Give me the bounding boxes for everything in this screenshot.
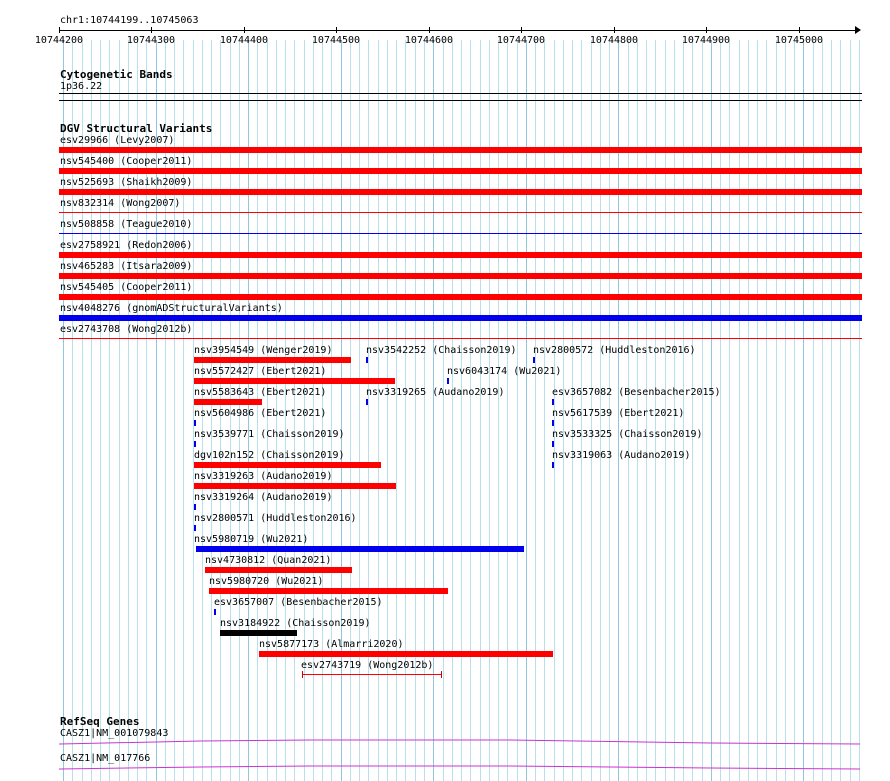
gene-label[interactable]: CASZ1|NM_001079843 xyxy=(60,728,169,739)
ruler-tick-label: 10744900 xyxy=(681,35,731,46)
track-title-dgv: DGV Structural Variants xyxy=(60,122,213,135)
variant-label[interactable]: nsv3539771 (Chaisson2019) xyxy=(194,429,345,440)
ruler-tick-label: 10744300 xyxy=(126,35,176,46)
variant-label[interactable]: nsv465283 (Itsara2009) xyxy=(60,261,193,272)
variant-label[interactable]: nsv545400 (Cooper2011) xyxy=(60,156,193,167)
track-title-cytobands: Cytogenetic Bands xyxy=(60,68,173,81)
cytoband-label: 1p36.22 xyxy=(60,81,103,92)
variant-label[interactable]: nsv3319263 (Audano2019) xyxy=(194,471,333,482)
track-title-refseq: RefSeq Genes xyxy=(60,715,140,728)
variant-label[interactable]: esv29966 (Levy2007) xyxy=(60,135,175,146)
ruler-tick-label: 10744600 xyxy=(404,35,454,46)
variant-label[interactable]: nsv508858 (Teague2010) xyxy=(60,219,193,230)
variant-label[interactable]: nsv4730812 (Quan2021) xyxy=(205,555,332,566)
variant-label[interactable]: nsv3184922 (Chaisson2019) xyxy=(220,618,371,629)
variant-label[interactable]: dgv102n152 (Chaisson2019) xyxy=(194,450,345,461)
gene-model xyxy=(59,740,860,744)
variant-label[interactable]: nsv3319265 (Audano2019) xyxy=(366,387,505,398)
variant-label[interactable]: nsv3319063 (Audano2019) xyxy=(552,450,691,461)
variant-label[interactable]: nsv3954549 (Wenger2019) xyxy=(194,345,333,356)
ruler-tick-label: 10744400 xyxy=(219,35,269,46)
variant-label[interactable]: esv2743708 (Wong2012b) xyxy=(60,324,193,335)
variant-label[interactable]: esv3657007 (Besenbacher2015) xyxy=(214,597,383,608)
variant-label[interactable]: nsv3542252 (Chaisson2019) xyxy=(366,345,517,356)
variant-label[interactable]: nsv5980719 (Wu2021) xyxy=(194,534,309,545)
ruler-tick-label: 10744200 xyxy=(34,35,84,46)
variant-label[interactable]: nsv3533325 (Chaisson2019) xyxy=(552,429,703,440)
variant-label[interactable]: nsv545405 (Cooper2011) xyxy=(60,282,193,293)
ruler-tick-label: 10744800 xyxy=(589,35,639,46)
variant-label[interactable]: esv2743719 (Wong2012b) xyxy=(301,660,434,671)
variant-label[interactable]: nsv525693 (Shaikh2009) xyxy=(60,177,193,188)
variant-label[interactable]: nsv5617539 (Ebert2021) xyxy=(552,408,685,419)
gene-label[interactable]: CASZ1|NM_017766 xyxy=(60,753,151,764)
variant-label[interactable]: nsv3319264 (Audano2019) xyxy=(194,492,333,503)
variant-label[interactable]: nsv2800571 (Huddleston2016) xyxy=(194,513,357,524)
locus-label: chr1:10744199..10745063 xyxy=(60,15,199,26)
ruler-tick-label: 10744700 xyxy=(496,35,546,46)
variant-label[interactable]: nsv6043174 (Wu2021) xyxy=(447,366,562,377)
ruler-tick-label: 10745000 xyxy=(774,35,824,46)
variant-label[interactable]: nsv5583643 (Ebert2021) xyxy=(194,387,327,398)
variant-label[interactable]: nsv5980720 (Wu2021) xyxy=(209,576,324,587)
variant-label[interactable]: nsv5877173 (Almarri2020) xyxy=(259,639,404,650)
variant-label[interactable]: nsv832314 (Wong2007) xyxy=(60,198,181,209)
gene-model xyxy=(59,766,860,769)
variant-label[interactable]: nsv5604986 (Ebert2021) xyxy=(194,408,327,419)
variant-label[interactable]: nsv2800572 (Huddleston2016) xyxy=(533,345,696,356)
variant-label[interactable]: esv2758921 (Redon2006) xyxy=(60,240,193,251)
variant-label[interactable]: nsv4048276 (gnomADStructuralVariants) xyxy=(60,303,283,314)
variant-label[interactable]: nsv5572427 (Ebert2021) xyxy=(194,366,327,377)
variant-label[interactable]: esv3657082 (Besenbacher2015) xyxy=(552,387,721,398)
ruler-tick-label: 10744500 xyxy=(311,35,361,46)
